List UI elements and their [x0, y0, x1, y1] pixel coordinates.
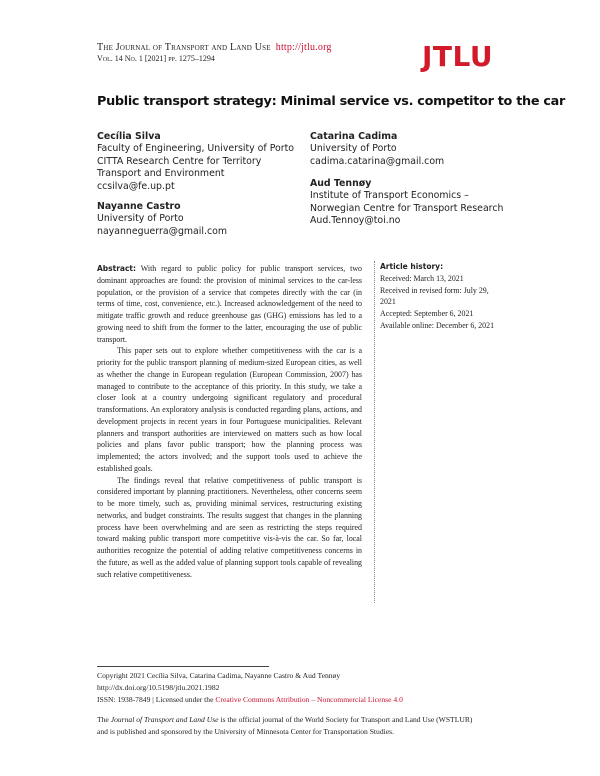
footer-rule [97, 666, 269, 667]
author-affiliation: CITTA Research Centre for Territory [97, 155, 262, 167]
author-name: Catarina Cadima [310, 131, 398, 142]
author-name: Nayanne Castro [97, 201, 181, 212]
author-name: Aud Tennøy [310, 178, 372, 189]
volume-info: Vol. 14 No. 1 [2021] pp. 1275–1294 [97, 54, 215, 63]
author-email: ccsilva@fe.up.pt [97, 180, 175, 192]
abstract [97, 263, 362, 580]
copyright-line: Copyright 2021 Cecília Silva, Catarina Cadima, Nayanne Castro & Aud Tennøy [97, 671, 341, 680]
abstract-paragraph: This paper sets out to explore whether competitiveness with the car is a priority for the public transport planning of medium-sized European cities, as well as whether the change in European regulation (European Commission, 2007) has managed to contribute to the acceptance of this priority. In this study, we take a closer look at a country undergoing significant regulatory and procedural transformations. An exploratory analysis is conducted regarding plans, actions, and development projects in recent years in four Portuguese municipalities. Relevant planners and transport authorities are interviewed on matters such as how local policies and plans favor public transport; how the planning process was implemented; the actors involved; and the support tools used to achieve the established goals. [97, 346, 362, 473]
author-block [310, 131, 444, 168]
author-affiliation: Institute of Transport Economics – [310, 190, 469, 202]
issn-text: ISSN: 1938-7849 | Licensed under the [97, 695, 214, 704]
abstract-paragraph: The findings reveal that relative competitiveness of public transport is considered important by planning practitioners. Nevertheless, other concerns seem to be more timely, such as, providing minimal services, restructuring existing networks, and budget constraints. The results suggest that changes in the planning process have been overwhelming and are seen as restricting the steps required toward making public transport more competitive vis-à-vis the car. So far, local authorities recognize the potential of adding relative competitiveness concerns in the future, as well as the added value of planning support tools capable of revealing such relative competitiveness. [97, 475, 362, 579]
statement-text: is the official journal of the World Society for Transport and Land Use (WSTLUR) [220, 715, 473, 724]
journal-statement-2: and is published and sponsored by the University of Minnesota Center for Transportation Studies. [97, 727, 394, 736]
license-link[interactable]: Creative Commons Attribution – Noncommercial License 4.0 [215, 695, 403, 704]
author-affiliation: Faculty of Engineering, University of Porto [97, 143, 295, 155]
author-block [97, 131, 294, 193]
history-online: Available online: December 6, 2021 [380, 320, 495, 330]
abstract-text: With regard to public policy for public transport services, two dominant approaches are found: the provision of minimal services to the car-less population, or the provision of a service that competes directly with the car (in terms of time, cost, convenience, etc.). Increased acknowledgement of the need to mitigate traffic growth and reduce greenhouse gas (GHG) emissions has led to a growing need to shift from the former to the latter, encouraging the use of public transport. [97, 264, 362, 344]
journal-name: The Journal of Transport and Land Use [97, 42, 271, 53]
jtlu-logo: JTLU [422, 40, 494, 73]
author-email: nayanneguerra@gmail.com [97, 225, 227, 237]
history-label: Article history: [380, 262, 444, 271]
author-affiliation: Norwegian Centre for Transport Research [310, 202, 504, 214]
article-history [380, 261, 495, 332]
journal-url-link[interactable]: http://jtlu.org [275, 42, 332, 53]
abstract-label: Abstract: [97, 264, 137, 273]
history-accepted: Accepted: September 6, 2021 [380, 309, 474, 318]
author-affiliation: University of Porto [97, 213, 184, 225]
history-received: Received: March 13, 2021 [380, 273, 464, 283]
history-revised: Received in revised form: July 29, 2021 [380, 285, 489, 307]
abstract-paragraph [97, 263, 362, 345]
author-affiliation: University of Porto [310, 143, 397, 155]
author-block [310, 178, 503, 228]
journal-statement [97, 714, 517, 726]
author-email: Aud.Tennoy@toi.no [310, 215, 401, 227]
author-name: Cecília Silva [97, 131, 161, 142]
statement-the: The [97, 715, 109, 724]
author-affiliation: Transport and Environment [97, 168, 225, 180]
paper-title: Public transport strategy: Minimal service vs. competitor to the car [97, 94, 565, 109]
journal-italic: Journal of Transport and Land Use [110, 715, 219, 724]
author-email: cadima.catarina@gmail.com [310, 155, 445, 167]
column-divider [374, 261, 375, 603]
journal-header [97, 42, 332, 53]
doi-link[interactable]: http://dx.doi.org/10.5198/jtlu.2021.1982 [97, 683, 220, 692]
author-block [97, 201, 227, 238]
license-line [97, 694, 517, 706]
